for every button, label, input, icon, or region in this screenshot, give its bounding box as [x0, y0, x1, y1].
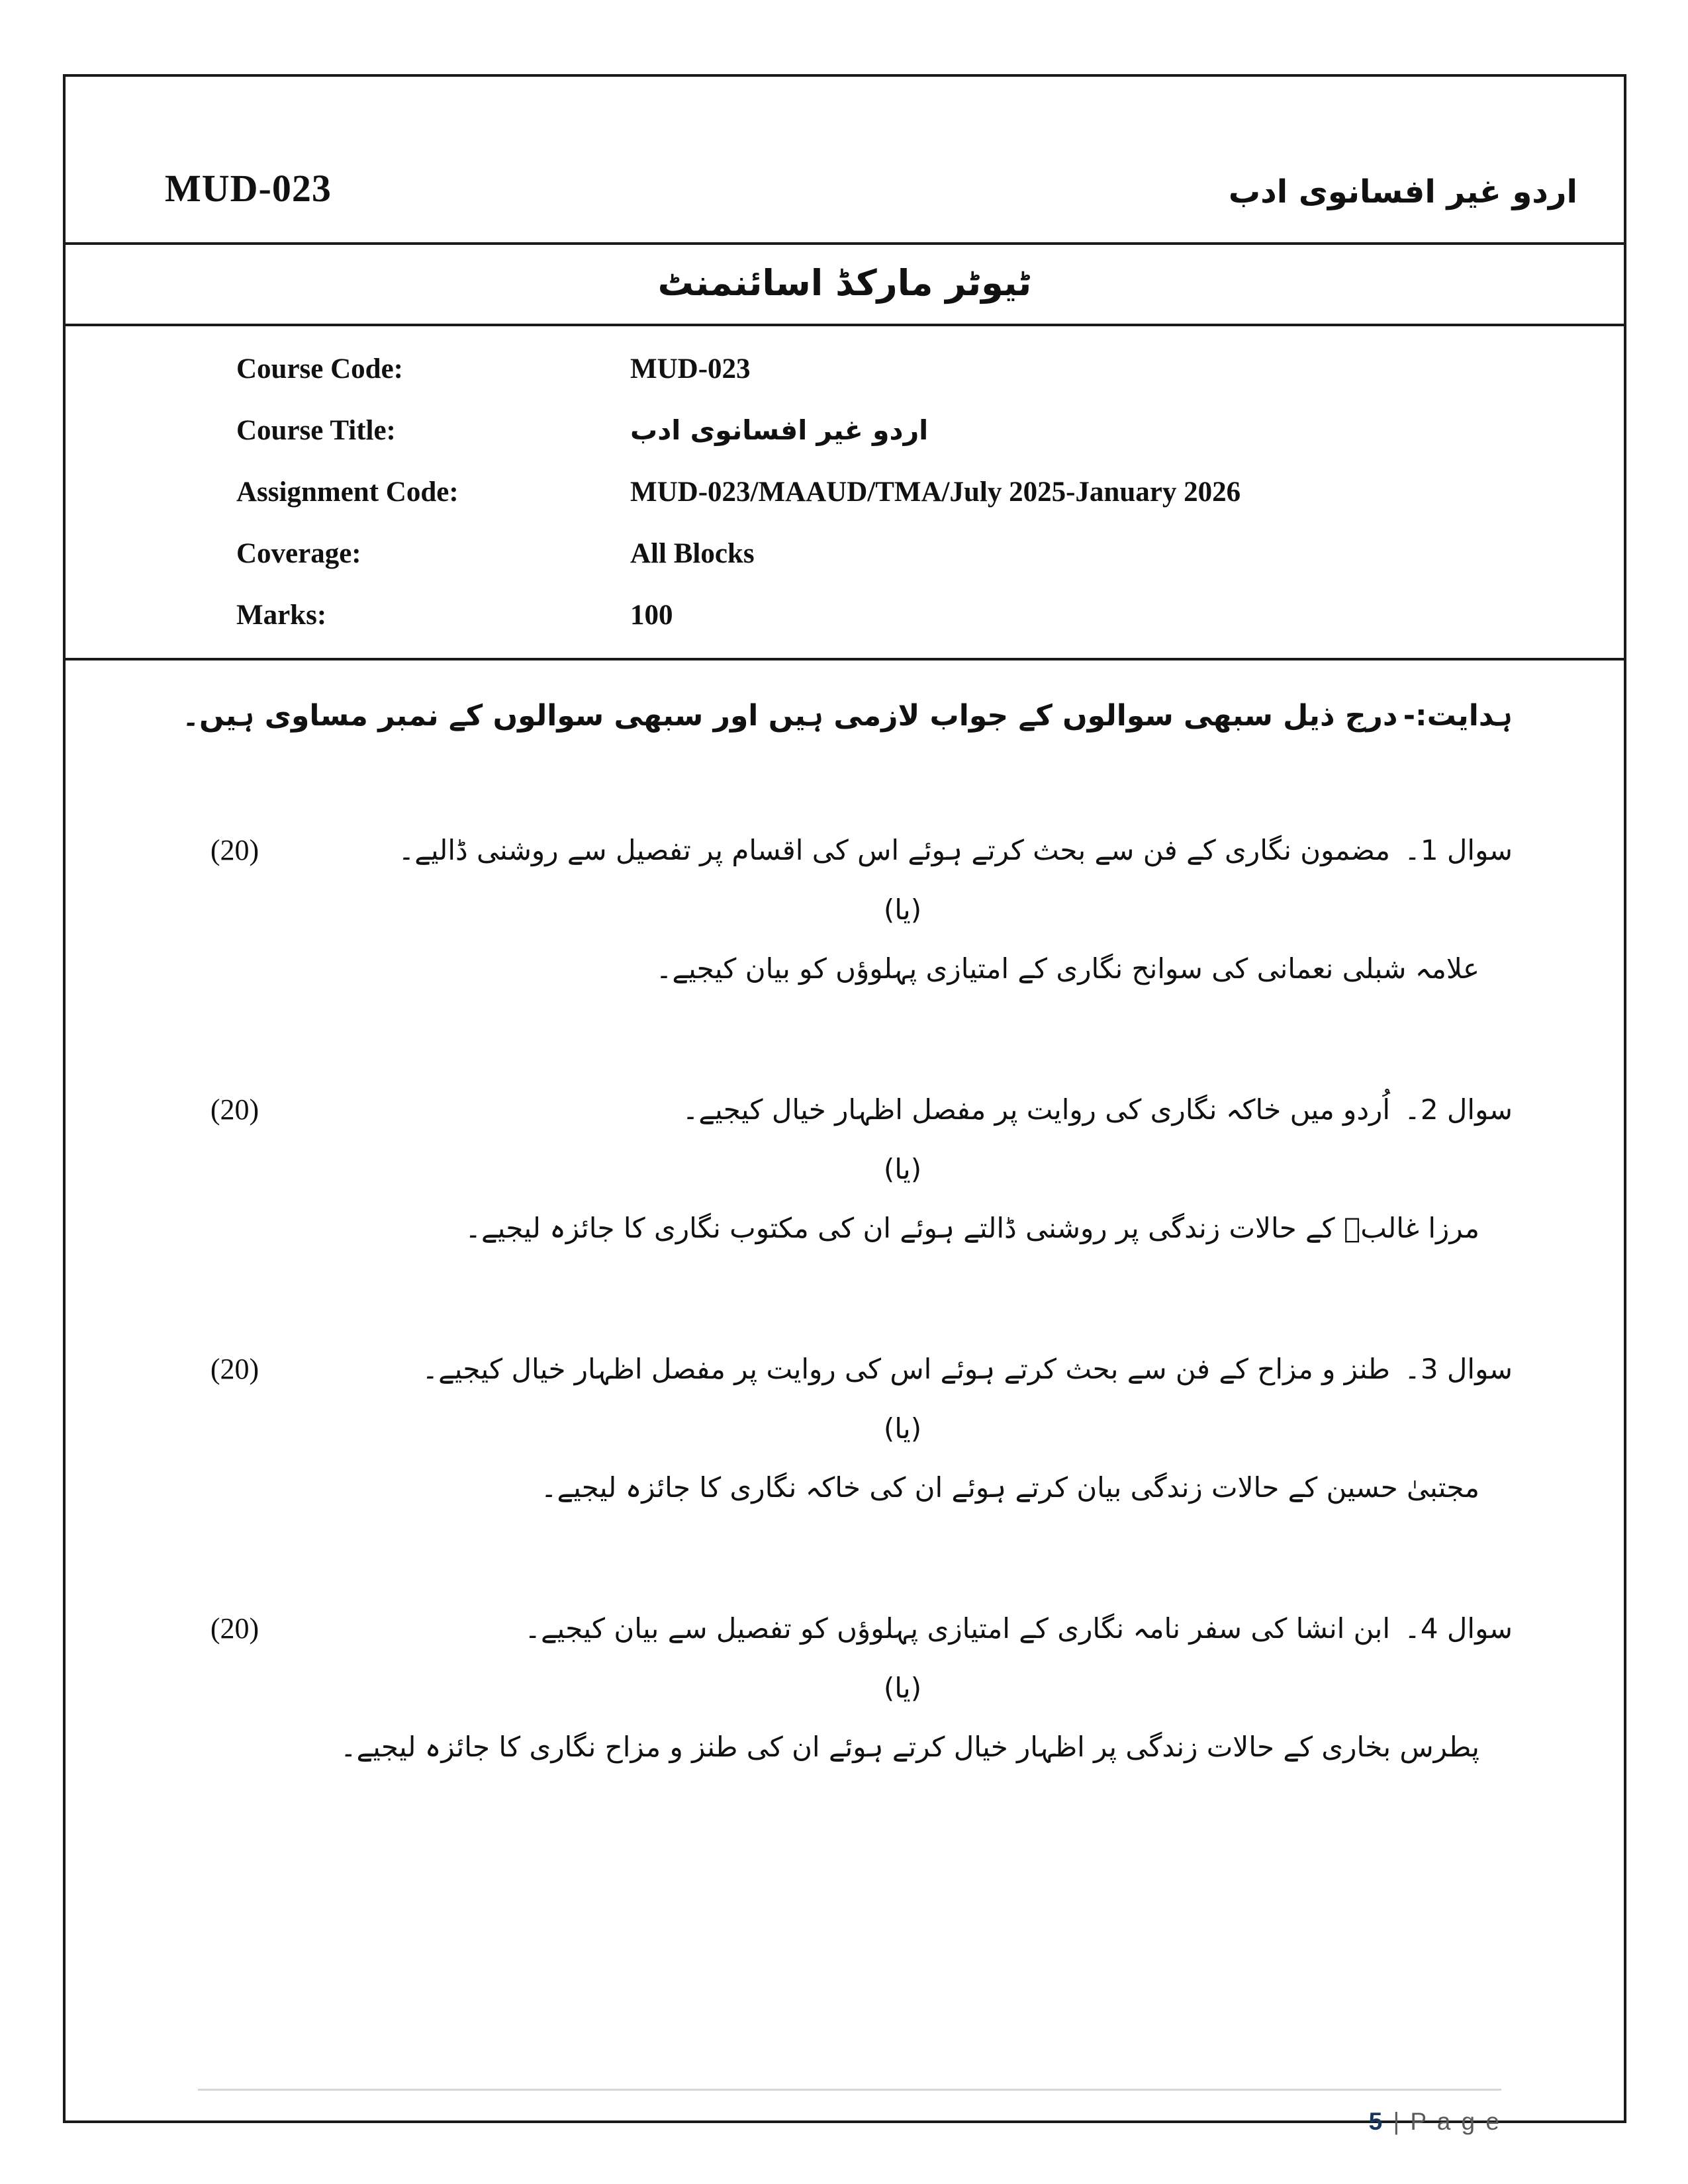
question-3-alternative-text: مجتبیٰ حسین کے حالات زندگی بیان کرتے ہوئے ان کی خاکہ نگاری کا جائزہ لیجیے۔ — [540, 1471, 1479, 1504]
question-3-text: طنز و مزاح کے فن سے بحث کرتے ہوئے اس کی روایت پر مفصل اظہار خیال کیجیے۔ — [422, 1353, 1390, 1385]
header-course-code: MUD-023 — [165, 167, 332, 210]
page-border-box — [63, 74, 1626, 2135]
questions-body — [66, 660, 1624, 1763]
question-2-main-row — [177, 1093, 1513, 1126]
question-3-marks: (20) — [210, 1353, 259, 1385]
detail-value-course-code: MUD-023 — [630, 353, 751, 385]
question-1-text: مضمون نگاری کے فن سے بحث کرتے ہوئے اس کی اقسام پر تفصیل سے روشنی ڈالیے۔ — [398, 834, 1390, 866]
detail-label-marks: Marks: — [236, 600, 327, 631]
instructions-text: درج ذیل سبھی سوالوں کے جواب لازمی ہیں اور سبھی سوالوں کے نمبر مساوی ہیں۔ — [182, 699, 1398, 733]
detail-value-coverage: All Blocks — [630, 538, 755, 569]
detail-label-assignment-code: Assignment Code: — [236, 477, 459, 508]
question-3-number: سوال 3۔ — [1404, 1353, 1513, 1385]
header-course-title-urdu: اردو غیر افسانوی ادب — [1228, 173, 1577, 210]
question-2-or-label: (یا) — [883, 1153, 922, 1185]
question-block-2 — [177, 1093, 1513, 1244]
table-row — [236, 523, 1624, 584]
question-1-number: سوال 1۔ — [1404, 834, 1513, 866]
assignment-banner — [66, 245, 1624, 326]
table-row — [236, 584, 1624, 646]
question-4-main-row — [177, 1612, 1513, 1645]
detail-value-marks: 100 — [630, 600, 673, 631]
detail-value-course-title — [630, 414, 1624, 447]
question-1-alternative-text: علامہ شبلی نعمانی کی سوانح نگاری کے امتیازی پہلوؤں کو بیان کیجیے۔ — [655, 952, 1479, 985]
instructions-label: ہدایت:- — [1403, 699, 1513, 733]
question-4-alternative-text: پطرس بخاری کے حالات زندگی پر اظہار خیال کرتے ہوئے ان کی طنز و مزاح نگاری کا جائزہ لیجیے۔ — [340, 1731, 1479, 1763]
question-1-main-row — [177, 833, 1513, 867]
document-header — [66, 77, 1624, 245]
question-2-text: اُردو میں خاکہ نگاری کی روایت پر مفصل اظہار خیال کیجیے۔ — [682, 1093, 1390, 1126]
question-2-alternative-text: مرزا غالبؔ کے حالات زندگی پر روشنی ڈالتے ہوئے ان کی مکتوب نگاری کا جائزہ لیجیے۔ — [465, 1212, 1479, 1244]
detail-value-assignment-code: MUD-023/MAAUD/TMA/July 2025-January 2026 — [630, 477, 1241, 508]
table-row — [236, 461, 1624, 523]
question-block-4 — [177, 1612, 1513, 1763]
question-1-marks: (20) — [210, 834, 259, 866]
question-4-marks: (20) — [210, 1612, 259, 1645]
detail-label-coverage: Coverage: — [236, 538, 361, 569]
course-details-table — [66, 326, 1624, 660]
assignment-banner-title: ٹیوٹر مارکڈ اسائنمنٹ — [657, 262, 1032, 304]
detail-label-course-code: Course Code: — [236, 353, 403, 385]
page-footer — [198, 2089, 1501, 2136]
question-2-number: سوال 2۔ — [1404, 1093, 1513, 1126]
detail-label-course-title: Course Title: — [236, 415, 396, 446]
question-3-main-row — [177, 1352, 1513, 1386]
question-1-or-label: (یا) — [883, 893, 922, 926]
question-2-marks: (20) — [210, 1093, 259, 1126]
question-4-or-label: (یا) — [883, 1672, 922, 1704]
question-4-text: ابن انشا کی سفر نامہ نگاری کے امتیازی پہلوؤں کو تفصیل سے بیان کیجیے۔ — [524, 1612, 1390, 1645]
question-3-or-label: (یا) — [883, 1412, 922, 1445]
footer-page-word: | P a g e — [1393, 2108, 1501, 2135]
question-block-3 — [177, 1352, 1513, 1504]
footer-page-number: 5 — [1368, 2108, 1385, 2135]
table-row — [236, 338, 1624, 400]
instructions-row — [177, 699, 1513, 733]
question-4-number: سوال 4۔ — [1404, 1612, 1513, 1645]
table-row — [236, 400, 1624, 461]
question-block-1 — [177, 833, 1513, 985]
course-title-urdu-text: اردو غیر افسانوی ادب — [630, 414, 929, 446]
